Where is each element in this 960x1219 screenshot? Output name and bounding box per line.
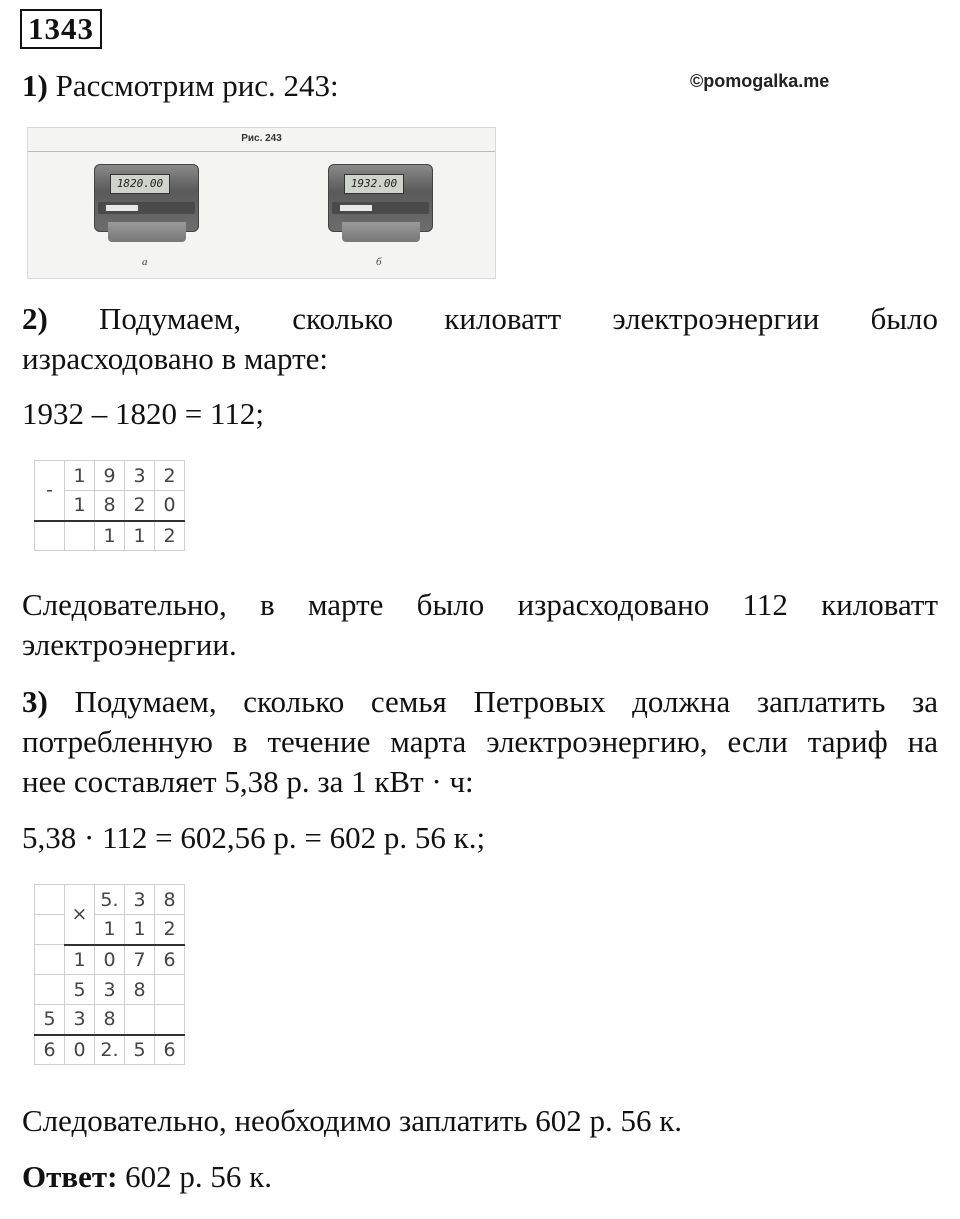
grid-cell: 2 [125, 491, 155, 521]
figure-divider [28, 151, 495, 152]
grid-row [35, 521, 185, 551]
step2-text-1: Подумаем, сколько киловатт электроэнергии было [98, 301, 939, 336]
grid-cell: 8 [155, 885, 185, 915]
grid-row [35, 945, 185, 975]
grid-cell [35, 945, 65, 975]
grid-cell: 3 [125, 461, 155, 491]
figure-243 [27, 127, 496, 279]
grid-cell: 1 [125, 915, 155, 945]
step2-line1 [22, 299, 938, 339]
watermark: ©pomogalka.me [690, 71, 830, 91]
grid-cell: 5 [35, 1005, 65, 1035]
conclusion3: Следовательно, необходимо заплатить 602 р. 56 к. [22, 1103, 683, 1138]
grid-cell [125, 1005, 155, 1035]
grid-cell: 3 [65, 1005, 95, 1035]
figure-title: Рис. 243 [241, 133, 282, 144]
multiplication-grid [34, 884, 185, 1065]
grid-cell [35, 975, 65, 1005]
grid-cell: 5 [125, 1035, 155, 1065]
grid-cell: 1 [65, 491, 95, 521]
grid-cell [35, 885, 65, 915]
grid-cell: 0 [95, 945, 125, 975]
grid-row [35, 915, 185, 945]
grid-cell [155, 975, 185, 1005]
grid-row [35, 885, 185, 915]
grid-operator: × [65, 885, 95, 945]
grid-cell: 1 [125, 521, 155, 551]
meter-base [108, 222, 186, 242]
grid-cell [35, 915, 65, 945]
electricity-meter-b [328, 164, 433, 242]
step3-line1 [22, 682, 938, 722]
step1-text: Рассмотрим рис. 243: [55, 68, 339, 103]
grid-cell [155, 1005, 185, 1035]
grid-cell: 9 [95, 461, 125, 491]
grid-cell: 2. [95, 1035, 125, 1065]
step3-text-1: Подумаем, сколько семья Петровых должна заплатить за [74, 684, 938, 719]
grid-cell: 5 [65, 975, 95, 1005]
grid-cell: 0 [155, 491, 185, 521]
grid-row [35, 461, 185, 491]
grid-cell: 3 [125, 885, 155, 915]
grid-cell: 6 [155, 945, 185, 975]
grid-cell: 6 [155, 1035, 185, 1065]
grid-cell: 8 [95, 491, 125, 521]
step3-equation: 5,38 · 112 = 602,56 р. = 602 р. 56 к.; [22, 820, 486, 855]
grid-row [35, 1035, 185, 1065]
conclusion2-line2: электроэнергии. [22, 627, 237, 662]
step3-line3: нее составляет 5,38 р. за 1 кВт · ч: [22, 764, 474, 799]
grid-cell: 2 [155, 915, 185, 945]
meter-slot [106, 205, 138, 211]
meter-reading-a: 1820.00 [110, 174, 170, 194]
grid-row [35, 975, 185, 1005]
conclusion2-line1: Следовательно, в марте было израсходовано 112 киловатт [22, 587, 938, 622]
grid-cell: 1 [65, 461, 95, 491]
answer-label: Ответ: [22, 1159, 118, 1194]
meter-caption-a: а [142, 256, 148, 268]
grid-cell: 8 [95, 1005, 125, 1035]
answer-line [22, 1157, 938, 1197]
answer-value: 602 р. 56 к. [125, 1159, 272, 1194]
step2-equation: 1932 – 1820 = 112; [22, 396, 264, 431]
grid-row [35, 1005, 185, 1035]
grid-cell [65, 521, 95, 551]
problem-number: 1343 [20, 9, 102, 49]
grid-cell: 1 [95, 915, 125, 945]
step3-label: 3) [22, 684, 48, 719]
grid-cell: 2 [155, 521, 185, 551]
grid-cell: 8 [125, 975, 155, 1005]
meter-reading-b: 1932.00 [344, 174, 404, 194]
subtraction-grid [34, 460, 185, 551]
step2-label: 2) [22, 301, 48, 336]
electricity-meter-a [94, 164, 199, 242]
grid-cell: 0 [65, 1035, 95, 1065]
grid-cell: 7 [125, 945, 155, 975]
meter-base [342, 222, 420, 242]
grid-cell: 1 [65, 945, 95, 975]
step2-line2: израсходовано в марте: [22, 341, 329, 376]
step1-label: 1) [22, 68, 48, 103]
grid-cell: 2 [155, 461, 185, 491]
grid-operator: - [35, 461, 65, 521]
grid-cell [35, 521, 65, 551]
meter-caption-b: б [376, 256, 382, 268]
step1-line [22, 66, 938, 106]
meter-slot [340, 205, 372, 211]
step3-line2: потребленную в течение марта электроэнергию, если тариф на [22, 724, 938, 759]
grid-cell: 1 [95, 521, 125, 551]
grid-cell: 5. [95, 885, 125, 915]
grid-cell: 3 [95, 975, 125, 1005]
grid-cell: 6 [35, 1035, 65, 1065]
